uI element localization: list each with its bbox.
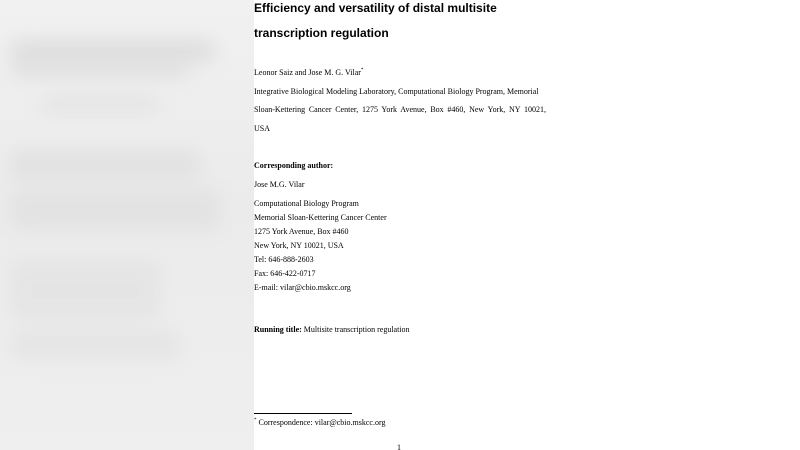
blurred-backdrop xyxy=(0,0,254,450)
running-title-label: Running title: xyxy=(254,325,302,334)
fax: Fax: 646-422-0717 xyxy=(254,269,316,278)
address-program: Computational Biology Program xyxy=(254,199,359,208)
footnote-text: Correspondence: vilar@cbio.mskcc.org xyxy=(258,418,386,427)
author-footnote-mark: * xyxy=(360,68,364,73)
paper-title: Efficiency and versatility of distal multisite transcription regulation xyxy=(254,1,497,40)
blurred-region xyxy=(40,95,160,113)
address-city: New York, NY 10021, USA xyxy=(254,241,344,250)
corresponding-author-name: Jose M.G. Vilar xyxy=(254,180,305,189)
blurred-region xyxy=(10,190,220,230)
page-number: 1 xyxy=(397,443,401,450)
blurred-region xyxy=(10,150,200,180)
email: E-mail: vilar@cbio.mskcc.org xyxy=(254,283,351,292)
blurred-region xyxy=(10,62,190,78)
running-title-text: Multisite transcription regulation xyxy=(303,325,410,334)
author-list xyxy=(254,68,363,78)
blurred-region xyxy=(10,40,215,62)
authors-text: Leonor Saiz and Jose M. G. Vilar xyxy=(254,68,361,77)
footnote-mark: * xyxy=(254,418,257,423)
telephone: Tel: 646-888-2603 xyxy=(254,255,314,264)
corresponding-author-heading: Corresponding author: xyxy=(254,161,334,170)
address-institution: Memorial Sloan-Kettering Cancer Center xyxy=(254,213,387,222)
affiliation-line-2: Sloan-Kettering Cancer Center, 1275 York Avenue, Box #460, New York, NY 10021, xyxy=(254,105,546,114)
affiliation-line-3: USA xyxy=(254,124,271,133)
running-title xyxy=(254,325,410,335)
footnote xyxy=(254,418,385,428)
address-street: 1275 York Avenue, Box #460 xyxy=(254,227,349,236)
footnote-divider xyxy=(254,413,352,414)
blurred-region xyxy=(10,330,180,360)
affiliation-line-1: Integrative Biological Modeling Laboratory, Computational Biology Program, Memorial xyxy=(254,87,539,96)
blurred-region xyxy=(10,260,160,320)
